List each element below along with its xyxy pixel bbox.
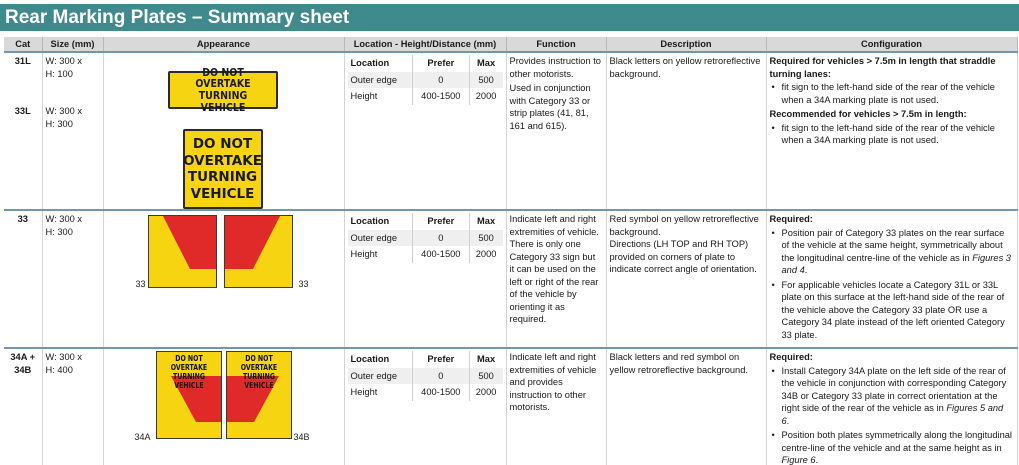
- size-width: W: 300 x: [45, 106, 83, 116]
- config-item-text: Install Category 34A plate on the left side of the rear of the vehicle in conjunction with corresponding Category 34B or Category 33 plate in correct orientation at the right side of the rear of the vehicle as in: [781, 365, 1007, 413]
- cat-34b: 34B: [14, 364, 32, 375]
- loc-head-prefer: Prefer: [412, 55, 469, 72]
- function-text: Used in conjunction with Category 33 or strip plates (41, 81, 161 and 615).: [509, 83, 591, 131]
- header-configuration: Configuration: [766, 37, 1017, 52]
- location-cell: [344, 52, 506, 210]
- loc-prefer-value: 400-1500: [412, 88, 469, 105]
- location-cell: [344, 210, 506, 348]
- size-cell: [42, 52, 103, 210]
- figure-ref: Figures 3 and 4: [781, 252, 1011, 275]
- header-size: Size (mm): [42, 37, 103, 52]
- function-text: Provides instruction to other motorists.: [509, 56, 601, 79]
- loc-max-value: 2000: [475, 91, 497, 101]
- sign-31l-text: DO NOT OVERTAKE TURNING VEHICLE: [194, 65, 251, 114]
- header-row: [4, 37, 1017, 52]
- size-height: H: 300: [45, 226, 73, 237]
- loc-height: Height: [350, 91, 378, 101]
- loc-max-value: 2000: [475, 249, 497, 259]
- loc-outer-edge: Outer edge: [348, 368, 413, 385]
- size-cell: [42, 348, 103, 465]
- location-table: [348, 55, 503, 105]
- cat-cell: [4, 348, 42, 465]
- cat-33l: 33L: [14, 106, 31, 116]
- cat-cell: [4, 52, 42, 210]
- plate-33-right: [224, 215, 293, 288]
- loc-outer-edge: Outer edge: [348, 230, 413, 247]
- config-item: • fit sign to the left-hand side of the rear of the vehicle when a 34A marking plate is not used.: [770, 122, 1014, 147]
- plate-34a: [156, 351, 222, 439]
- loc-head-prefer: Prefer: [412, 213, 469, 230]
- sign-31l: [168, 65, 278, 114]
- size-height: H: 100: [45, 68, 73, 79]
- loc-head-prefer: Prefer: [412, 351, 469, 368]
- loc-head-max: Max: [477, 216, 496, 226]
- location-table: [348, 213, 503, 263]
- plate-label-34a: 34A: [134, 432, 151, 442]
- size-width: W: 300 x: [45, 352, 83, 362]
- description-text: Red symbol on yellow retroreflective background.: [609, 214, 759, 237]
- size-cell: [42, 210, 103, 348]
- loc-prefer-value: 400-1500: [412, 246, 469, 263]
- figure-ref: Figures 5 and 6: [781, 403, 1004, 426]
- loc-max-value: 500: [469, 72, 502, 89]
- plate-34b-text: TURNING VEHICLE: [242, 372, 275, 390]
- loc-head-max: Max: [477, 354, 496, 364]
- configuration-cell: [766, 52, 1017, 210]
- loc-max-value: 2000: [475, 387, 497, 397]
- plate-34b: [226, 351, 292, 439]
- loc-head-max: Max: [477, 58, 496, 68]
- sign-33l-line: DO NOT: [192, 136, 253, 152]
- function-cell: [506, 52, 606, 210]
- loc-prefer-value: 0: [412, 230, 469, 247]
- function-cell: Indicate left and right extremities of vehicle. There is only one Category 33 sign but it can be used on the left or right of the rear of the vehicle by orienting it as required.: [506, 210, 606, 348]
- config-item: • fit sign to the left-hand side of the rear of the vehicle when a 34A marking plate is not used.: [770, 81, 1014, 106]
- description-cell: Black letters and red symbol on yellow retroreflective background.: [606, 348, 766, 465]
- plate-34a-text: DO NOT OVERTAKE: [170, 354, 207, 372]
- page-title: Rear Marking Plates – Summary sheet: [0, 4, 1019, 31]
- loc-head-location: Location: [350, 58, 390, 68]
- size-height: H: 400: [45, 364, 73, 375]
- sign-33l-line: TURNING: [187, 169, 258, 185]
- loc-outer-edge: Outer edge: [348, 72, 413, 89]
- header-cat: Cat: [4, 37, 42, 52]
- loc-head-location: Location: [350, 354, 390, 364]
- header-description: Description: [606, 37, 766, 52]
- header-location: Location - Height/Distance (mm): [344, 37, 506, 52]
- location-table: [348, 351, 503, 401]
- config-item: • Install Category 34A plate on the left side of the rear of the vehicle in conjunction with corresponding Category 34B or Category 33 plate in correct orientation at the right side of the rear of the vehicle as in Figures 5 and 6.: [770, 365, 1014, 428]
- plate-34a-text: TURNING VEHICLE: [172, 372, 205, 390]
- plate-label-34b: 34B: [293, 432, 310, 442]
- size-width: W: 300 x: [45, 56, 83, 66]
- header-appearance: Appearance: [103, 37, 344, 52]
- loc-max-value: 500: [469, 368, 502, 385]
- appearance-cell: [103, 210, 344, 348]
- config-item: • For applicable vehicles locate a Category 31L or 33L plate on this surface at the left-hand side of the rear of the vehicle above the Category 33 plate OR use a Category 34 plate instead of the left oriented Category 33 plate.: [770, 279, 1014, 342]
- configuration-cell: [766, 348, 1017, 465]
- sign-33l-line: VEHICLE: [190, 185, 255, 202]
- table-row-33: [4, 210, 1017, 348]
- cat-33: 33: [4, 210, 42, 348]
- sign-33l-line: OVERTAKE: [183, 152, 262, 169]
- config-heading: Required for vehicles > 7.5m in length that straddle turning lanes:: [769, 56, 996, 79]
- config-heading: Required:: [769, 352, 813, 362]
- config-item-text: Position pair of Category 33 plates on the rear surface of the vehicle at the same height, symmetrically about the longitudinal centre-line of the vehicle as in: [781, 227, 1005, 263]
- description-cell: Black letters on yellow retroreflective background.: [606, 52, 766, 210]
- configuration-cell: [766, 210, 1017, 348]
- config-item: • Position pair of Category 33 plates on the rear surface of the vehicle at the same height, symmetrically about the longitudinal centre-line of the vehicle as in Figures 3 and 4.: [770, 227, 1014, 277]
- table-row-31l: [4, 52, 1017, 210]
- plate-34b-text: DO NOT OVERTAKE: [240, 354, 277, 372]
- loc-prefer-value: 0: [412, 72, 469, 89]
- table-row-34: [4, 348, 1017, 465]
- config-heading: Required:: [769, 214, 813, 224]
- header-function: Function: [506, 37, 606, 52]
- appearance-cell: [103, 52, 344, 210]
- summary-table: [4, 37, 1018, 465]
- plate-33-left: [148, 215, 217, 288]
- loc-head-location: Location: [350, 216, 390, 226]
- cat-31l: 31L: [14, 56, 31, 66]
- appearance-cell: [103, 348, 344, 465]
- figure-ref: Figure 6: [781, 455, 816, 465]
- loc-height: Height: [350, 249, 378, 259]
- size-width: W: 300 x: [45, 214, 83, 224]
- config-heading: Recommended for vehicles > 7.5m in length:: [769, 109, 967, 119]
- config-item: • Position both plates symmetrically along the longitudinal centre-line of the vehicle and at the same height as in Figure 6.: [770, 429, 1014, 465]
- loc-prefer-value: 400-1500: [412, 384, 469, 401]
- location-cell: [344, 348, 506, 465]
- function-cell: Indicate left and right extremities of vehicle and provides instruction to other motorists.: [506, 348, 606, 465]
- loc-height: Height: [350, 387, 378, 397]
- plate-label-33: 33: [298, 279, 309, 289]
- cat-34a: 34A +: [10, 352, 36, 362]
- loc-prefer-value: 0: [412, 368, 469, 385]
- description-cell: [606, 210, 766, 348]
- size-height: H: 300: [45, 118, 73, 129]
- plate-label-33: 33: [135, 279, 146, 289]
- loc-max-value: 500: [469, 230, 502, 247]
- sign-33l: [183, 129, 263, 209]
- description-text: Directions (LH TOP and RH TOP) provided on corners of plate to indicate correct angle of orientation.: [609, 239, 757, 274]
- config-item-text: Position both plates symmetrically along the longitudinal centre-line of the vehicle and at the same height as in: [781, 430, 1012, 453]
